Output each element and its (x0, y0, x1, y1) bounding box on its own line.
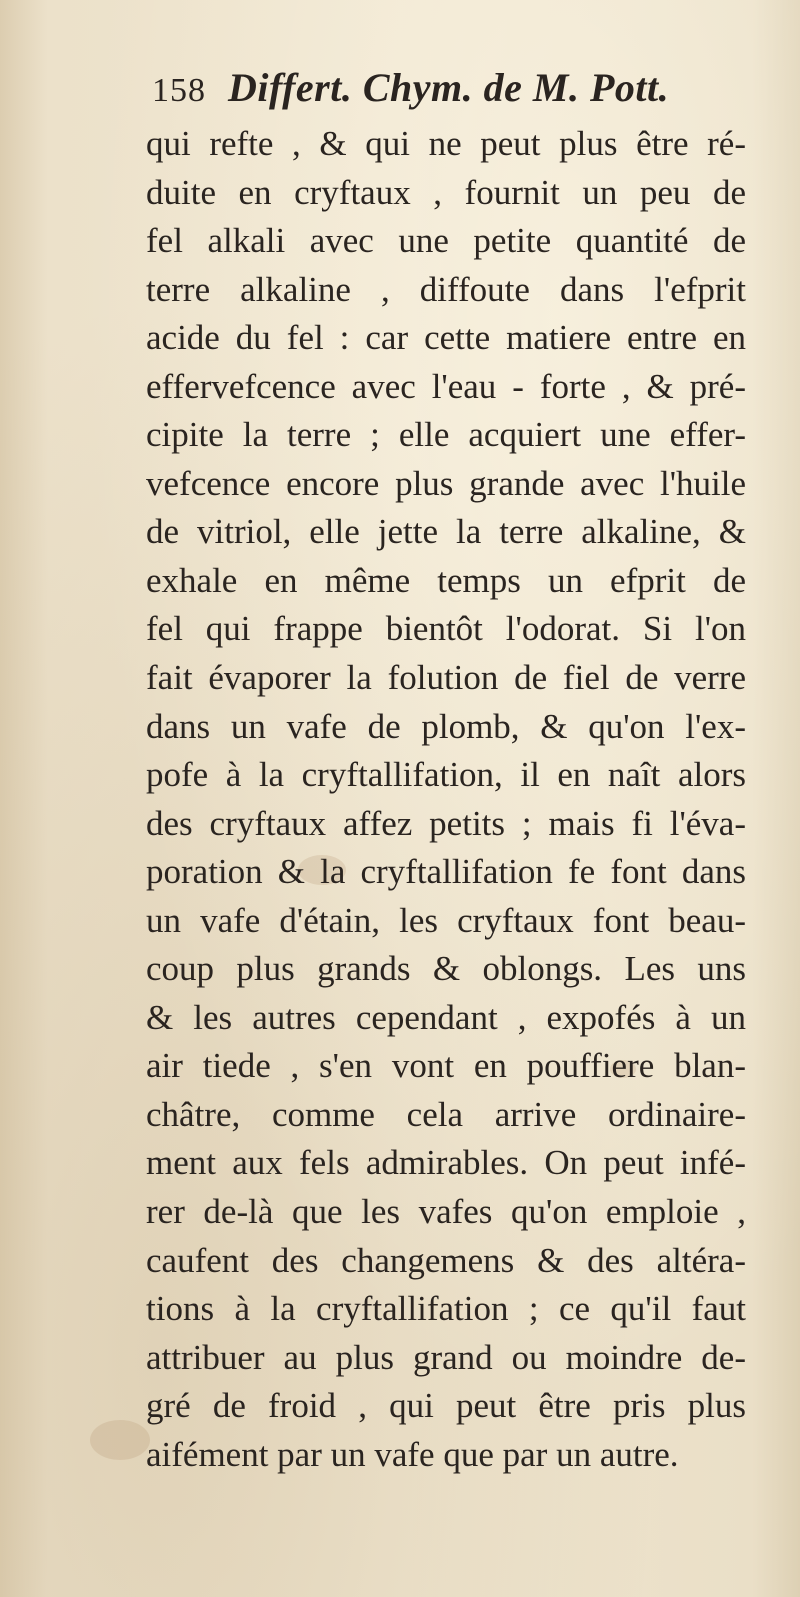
page-number: 158 (152, 72, 206, 109)
text-line: fel qui frappe bientôt l'odorat. Si l'on (146, 609, 746, 649)
paper-stain (90, 1420, 150, 1460)
text-line: acide du fel : car cette matiere entre en (146, 318, 746, 358)
text-line: aifément par un vafe que par un autre. (146, 1434, 679, 1474)
text-line: air tiede , s'en vont en pouffiere blan- (146, 1046, 746, 1086)
text-line: gré de froid , qui peut être pris plus (146, 1386, 746, 1426)
text-line: des cryftaux affez petits ; mais fi l'éva- (146, 803, 746, 843)
text-line: effervefcence avec l'eau - forte , & pré- (146, 366, 746, 406)
text-line: châtre, comme cela arrive ordinaire- (146, 1094, 746, 1134)
text-line: duite en cryftaux , fournit un peu de (146, 172, 746, 212)
text-line: coup plus grands & oblongs. Les uns (146, 949, 746, 989)
text-line: dans un vafe de plomb, & qu'on l'ex- (146, 706, 746, 746)
text-line: fait évaporer la folution de fiel de verre (146, 658, 746, 698)
page-header (152, 64, 752, 124)
text-line: vefcence encore plus grande avec l'huile (146, 463, 746, 503)
text-line: de vitriol, elle jette la terre alkaline, & (146, 512, 746, 552)
text-line: attribuer au plus grand ou moindre de- (146, 1337, 746, 1377)
running-title: Differt. Chym. de M. Pott. (228, 65, 670, 110)
text-line: & les autres cependant , expofés à un (146, 997, 746, 1037)
text-line: ment aux fels admirables. On peut infé- (146, 1143, 746, 1183)
text-line: fel alkali avec une petite quantité de (146, 221, 746, 261)
text-line: caufent des changemens & des altéra- (146, 1240, 746, 1280)
text-line: tions à la cryftallifation ; ce qu'il faut (146, 1289, 746, 1329)
text-line: pofe à la cryftallifation, il en naît alors (146, 755, 746, 795)
text-line: exhale en même temps un efprit de (146, 560, 746, 600)
text-line: cipite la terre ; elle acquiert une effer- (146, 415, 746, 455)
text-line: poration & la cryftallifation fe font dans (146, 852, 746, 892)
text-line: terre alkaline , diffoute dans l'efprit (146, 269, 746, 309)
text-line: qui refte , & qui ne peut plus être ré- (146, 124, 746, 163)
body-text (146, 120, 746, 1479)
text-line: rer de-là que les vafes qu'on emploie , (146, 1192, 746, 1232)
text-line: un vafe d'étain, les cryftaux font beau- (146, 900, 746, 940)
